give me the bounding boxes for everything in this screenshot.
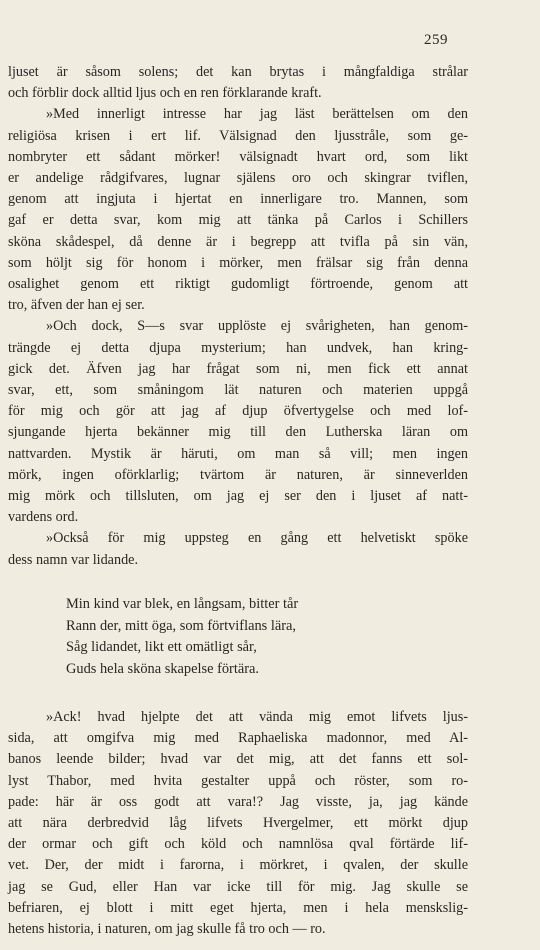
text-line: svar, ett, som småningom lät naturen och materien uppgå — [8, 382, 468, 399]
text-line: som höljt sig för honom i mörker, men frälsar sig från denna — [8, 254, 468, 271]
text-line: banos leende bilder; hvad var det mig, att det fanns ett sol- — [8, 751, 468, 768]
text-line: lyst Thabor, med hvita gestalter uppå och röster, som ro- — [8, 772, 468, 789]
page-number: 259 — [424, 32, 448, 48]
text-line: vet. Der, der midt i farorna, i mörkret, i qvalen, der skulle — [8, 857, 468, 874]
text-line: och förblir dock alltid ljus och en ren förklarande kraft. — [8, 85, 322, 102]
text-line: genom att ingjuta i hjertat en innerligare tro. Mannen, som — [8, 191, 468, 208]
text-line: sköna skådespel, då denne är i begrepp att tvifla på sin vän, — [8, 233, 468, 250]
paragraph-1 — [8, 62, 468, 104]
verse-line: Såg lidandet, likt ett omätligt sår, — [66, 639, 257, 656]
paragraph-5 — [8, 707, 468, 940]
text-line: gaf er detta svar, kom mig att tänka på Carlos i Schillers — [8, 212, 468, 229]
verse-line: Rann der, mitt öga, som förtviflans lära, — [66, 617, 297, 634]
text-line: mig mörk och tillsluten, om jag ej ser den i ljuset af natt- — [8, 488, 468, 505]
verse-line: Min kind var blek, en långsam, bitter tår — [66, 595, 299, 612]
text-line: sida, att omgifva mig med Raphaeliska madonnor, med Al- — [8, 730, 468, 747]
text-line: »Och dock, S—s svar upplöste ej svårigheten, han genom- — [46, 318, 468, 335]
verse-spacer — [8, 571, 468, 594]
text-line: vardens ord. — [8, 509, 79, 526]
text-line: ljuset är såsom solens; det kan brytas i mångfaldiga strålar — [8, 64, 468, 80]
text-line: der ormar och gift och köld och namnlösa qval förtärde lif- — [8, 836, 468, 853]
text-line: mörk, ingen oförklarlig; tvärtom är naturen, är sinneverlden — [8, 466, 468, 483]
text-line: nattvarden. Mystik är häruti, om man så vill; men ingen — [8, 445, 468, 462]
text-line: »Ack! hvad hjelpte det att vända mig emot lifvets ljus- — [46, 709, 468, 726]
text-line: befriaren, ej blott i mitt eget hjerta, men i hela menskslig- — [8, 899, 468, 916]
text-line: dess namn var lidande. — [8, 551, 139, 568]
paragraph-3 — [8, 316, 468, 528]
text-line: tro, äfven der han ej ser. — [8, 297, 145, 314]
text-line: »Med innerligt intresse har jag läst berättelsen om den — [46, 106, 468, 123]
text-line: er andelige rådgifvares, lugnar själens oro och skingrar tviflen, — [8, 170, 468, 187]
verse-spacer — [8, 681, 468, 707]
text-line: jag se Gud, eller Han var icke till för mig. Jag skulle se — [8, 878, 468, 895]
text-line: nombryter ett sådant mörker! välsignadt hvart ord, som likt — [8, 148, 468, 165]
verse-stanza — [8, 594, 468, 681]
paragraph-4 — [8, 528, 468, 570]
text-line: sjungande hjerta bekänner mig till den Lutherska läran om — [8, 424, 468, 441]
text-line: »Också för mig uppsteg en gång ett helvetiskt spöke — [46, 530, 468, 547]
text-line: religiösa krisen i ert lif. Välsignad den ljusstråle, som ge- — [8, 127, 468, 144]
text-line: pade: här är oss godt att vara!? Jag visste, ja, jag kände — [8, 793, 468, 810]
text-line: att nära derbredvid låg lifvets Hvergelmer, ett mörkt djup — [8, 815, 468, 832]
verse-line: Guds hela sköna skapelse förtära. — [66, 661, 260, 678]
text-line: trängde ej detta djupa mysterium; han undvek, han kring- — [8, 339, 468, 356]
text-line: för mig och gör att jag af djup öfvertygelse och med lof- — [8, 403, 468, 420]
body-text — [8, 62, 468, 940]
text-line: hetens historia, i naturen, om jag skulle få tro och — ro. — [8, 921, 326, 938]
text-line: gick det. Äfven jag har frågat som ni, men fick ett annat — [8, 360, 468, 377]
text-line: osalighet genom ett riktigt gudomligt förtroende, genom att — [8, 276, 468, 293]
paragraph-2 — [8, 104, 468, 316]
